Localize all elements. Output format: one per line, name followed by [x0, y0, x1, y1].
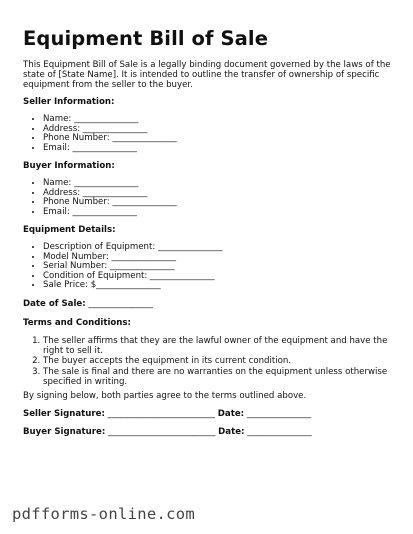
- seller-address-field: • Address: _______________: [43, 125, 177, 135]
- terms-heading: Terms and Conditions:: [23, 318, 131, 328]
- document-title: Equipment Bill of Sale: [23, 27, 269, 50]
- seller-email-field: • Email: _______________: [43, 144, 177, 154]
- equipment-condition-field: • Condition of Equipment: _______________: [43, 272, 222, 282]
- buyer-signature-line: [23, 427, 312, 437]
- buyer-phone-field: • Phone Number: _______________: [43, 198, 177, 208]
- seller-phone-field: • Phone Number: _______________: [43, 134, 177, 144]
- seller-date-blank: _______________: [244, 409, 312, 419]
- closing-statement: By signing below, both parties agree to the terms outlined above.: [23, 391, 307, 401]
- buyer-info-heading: Buyer Information:: [23, 161, 115, 171]
- equipment-description-field: • Description of Equipment: _______________: [43, 243, 222, 253]
- seller-info-list: [33, 115, 177, 153]
- intro-paragraph: This Equipment Bill of Sale is a legally binding document governed by the laws of the state of [State Name]. It is intended to outline the transfer of ownership of specific equipment from the seller to the buyer.: [23, 60, 391, 91]
- seller-signature-label: Seller Signature:: [23, 409, 105, 419]
- buyer-signature-blank: _________________________: [105, 427, 216, 437]
- seller-date-label: Date:: [217, 409, 245, 419]
- buyer-date-label: Date:: [218, 427, 245, 437]
- seller-name-field: • Name: _______________: [43, 115, 177, 125]
- equipment-details-list: [33, 243, 222, 291]
- buyer-email-field: • Email: _______________: [43, 208, 177, 218]
- sale-price-field: • Sale Price: $_______________: [43, 281, 222, 291]
- website-watermark: pdfforms-online.com: [12, 505, 196, 523]
- date-of-sale-label: Date of Sale:: [23, 299, 86, 309]
- terms-list: [23, 336, 393, 387]
- buyer-name-field: • Name: _______________: [43, 179, 177, 189]
- serial-number-field: • Serial Number: _______________: [43, 262, 222, 272]
- buyer-signature-label: Buyer Signature:: [23, 427, 106, 437]
- buyer-date-blank: _______________: [244, 427, 312, 437]
- term-item: 2. The buyer accepts the equipment in its current condition.: [43, 356, 393, 366]
- model-number-field: • Model Number: _______________: [43, 253, 222, 263]
- buyer-address-field: • Address: _______________: [43, 189, 177, 199]
- term-item: 1. The seller affirms that they are the lawful owner of the equipment and have the right to sell it.: [43, 336, 393, 356]
- date-of-sale-line: [23, 299, 153, 309]
- term-item: 3. The sale is final and there are no warranties on the equipment unless otherwise specified in writing.: [43, 367, 393, 387]
- buyer-info-list: [33, 179, 177, 217]
- date-of-sale-blank: _______________: [85, 299, 153, 309]
- seller-info-heading: Seller Information:: [23, 97, 115, 107]
- seller-signature-line: [23, 409, 311, 419]
- seller-signature-blank: _________________________: [104, 409, 216, 419]
- equipment-details-heading: Equipment Details:: [23, 225, 116, 235]
